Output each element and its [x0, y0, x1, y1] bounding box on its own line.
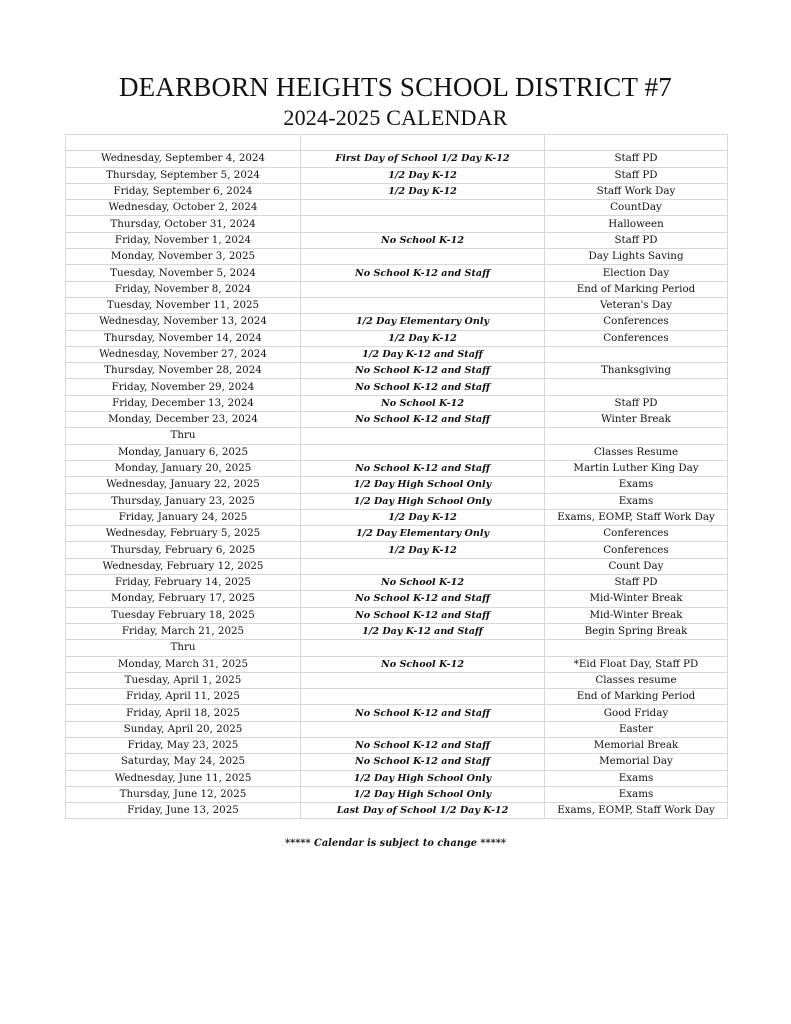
- table-row: [66, 460, 728, 476]
- status-cell: [301, 721, 545, 737]
- table-row: [66, 770, 728, 786]
- event-cell: Mid-Winter Break: [545, 591, 728, 607]
- table-row: [66, 803, 728, 819]
- event-cell: Memorial Break: [545, 737, 728, 753]
- status-cell: 1/2 Day K-12: [301, 183, 545, 199]
- date-cell: Thursday, September 5, 2024: [66, 167, 301, 183]
- status-cell: 1/2 Day High School Only: [301, 493, 545, 509]
- event-cell: Conferences: [545, 314, 728, 330]
- event-cell: Halloween: [545, 216, 728, 232]
- status-cell: 1/2 Day K-12: [301, 167, 545, 183]
- table-row: [66, 656, 728, 672]
- status-cell: No School K-12 and Staff: [301, 737, 545, 753]
- date-cell: Friday, December 13, 2024: [66, 395, 301, 411]
- event-cell: Staff PD: [545, 232, 728, 248]
- table-row: [66, 200, 728, 216]
- event-cell: Staff PD: [545, 395, 728, 411]
- date-cell: Friday, February 14, 2025: [66, 575, 301, 591]
- event-cell: End of Marking Period: [545, 281, 728, 297]
- event-cell: Thanksgiving: [545, 363, 728, 379]
- status-cell: No School K-12 and Staff: [301, 460, 545, 476]
- table-row: [66, 183, 728, 199]
- table-row: [66, 493, 728, 509]
- status-cell: No School K-12 and Staff: [301, 363, 545, 379]
- event-cell: [545, 135, 728, 151]
- date-cell: Wednesday, November 27, 2024: [66, 346, 301, 362]
- date-cell: Thru: [66, 428, 301, 444]
- status-cell: 1/2 Day K-12 and Staff: [301, 623, 545, 639]
- date-cell: Wednesday, February 5, 2025: [66, 526, 301, 542]
- table-row: [66, 591, 728, 607]
- calendar-table: [65, 134, 728, 819]
- event-cell: *Eid Float Day, Staff PD: [545, 656, 728, 672]
- status-cell: 1/2 Day High School Only: [301, 770, 545, 786]
- table-row: [66, 754, 728, 770]
- table-row: [66, 428, 728, 444]
- event-cell: Mid-Winter Break: [545, 607, 728, 623]
- date-cell: Monday, January 20, 2025: [66, 460, 301, 476]
- page-title: DEARBORN HEIGHTS SCHOOL DISTRICT #7: [118, 72, 673, 102]
- table-row: [66, 395, 728, 411]
- date-cell: Tuesday, November 11, 2025: [66, 297, 301, 313]
- date-cell: Monday, December 23, 2024: [66, 412, 301, 428]
- date-cell: Monday, February 17, 2025: [66, 591, 301, 607]
- date-cell: Wednesday, January 22, 2025: [66, 477, 301, 493]
- table-row: [66, 558, 728, 574]
- date-cell: Friday, January 24, 2025: [66, 509, 301, 525]
- table-row: [66, 216, 728, 232]
- table-row: [66, 167, 728, 183]
- date-cell: [66, 135, 301, 151]
- date-cell: Saturday, May 24, 2025: [66, 754, 301, 770]
- status-cell: [301, 200, 545, 216]
- status-cell: No School K-12: [301, 232, 545, 248]
- date-cell: Friday, April 11, 2025: [66, 689, 301, 705]
- status-cell: No School K-12 and Staff: [301, 705, 545, 721]
- date-cell: Wednesday, February 12, 2025: [66, 558, 301, 574]
- event-cell: Exams: [545, 493, 728, 509]
- event-cell: [545, 346, 728, 362]
- event-cell: [545, 640, 728, 656]
- table-row: [66, 346, 728, 362]
- table-row: [66, 509, 728, 525]
- status-cell: [301, 558, 545, 574]
- event-cell: Martin Luther King Day: [545, 460, 728, 476]
- status-cell: [301, 297, 545, 313]
- status-cell: [301, 672, 545, 688]
- event-cell: Good Friday: [545, 705, 728, 721]
- table-row: [66, 281, 728, 297]
- event-cell: Exams, EOMP, Staff Work Day: [545, 509, 728, 525]
- status-cell: No School K-12 and Staff: [301, 754, 545, 770]
- status-cell: 1/2 Day High School Only: [301, 786, 545, 802]
- status-cell: No School K-12: [301, 395, 545, 411]
- status-cell: No School K-12 and Staff: [301, 591, 545, 607]
- date-cell: Thru: [66, 640, 301, 656]
- disclaimer-note: ***** Calendar is subject to change *****: [285, 838, 506, 849]
- date-cell: Friday, November 29, 2024: [66, 379, 301, 395]
- date-cell: Friday, November 1, 2024: [66, 232, 301, 248]
- calendar-body: [66, 135, 728, 819]
- table-row: [66, 607, 728, 623]
- status-cell: [301, 689, 545, 705]
- date-cell: Friday, April 18, 2025: [66, 705, 301, 721]
- status-cell: [301, 135, 545, 151]
- status-cell: [301, 640, 545, 656]
- event-cell: Count Day: [545, 558, 728, 574]
- table-row: [66, 297, 728, 313]
- status-cell: First Day of School 1/2 Day K-12: [301, 151, 545, 167]
- event-cell: Staff PD: [545, 167, 728, 183]
- event-cell: CountDay: [545, 200, 728, 216]
- status-cell: Last Day of School 1/2 Day K-12: [301, 803, 545, 819]
- date-cell: Monday, January 6, 2025: [66, 444, 301, 460]
- status-cell: 1/2 Day K-12 and Staff: [301, 346, 545, 362]
- table-row: [66, 330, 728, 346]
- event-cell: Election Day: [545, 265, 728, 281]
- event-cell: Conferences: [545, 330, 728, 346]
- table-row: [66, 135, 728, 151]
- date-cell: Tuesday, November 5, 2024: [66, 265, 301, 281]
- date-cell: Thursday, February 6, 2025: [66, 542, 301, 558]
- date-cell: Thursday, January 23, 2025: [66, 493, 301, 509]
- table-row: [66, 265, 728, 281]
- status-cell: [301, 216, 545, 232]
- table-row: [66, 151, 728, 167]
- date-cell: Thursday, October 31, 2024: [66, 216, 301, 232]
- table-row: [66, 314, 728, 330]
- table-row: [66, 249, 728, 265]
- event-cell: Exams, EOMP, Staff Work Day: [545, 803, 728, 819]
- date-cell: Tuesday, April 1, 2025: [66, 672, 301, 688]
- status-cell: 1/2 Day Elementary Only: [301, 526, 545, 542]
- table-row: [66, 786, 728, 802]
- table-row: [66, 737, 728, 753]
- date-cell: Wednesday, November 13, 2024: [66, 314, 301, 330]
- event-cell: Staff PD: [545, 575, 728, 591]
- status-cell: No School K-12 and Staff: [301, 412, 545, 428]
- status-cell: [301, 249, 545, 265]
- date-cell: Thursday, November 14, 2024: [66, 330, 301, 346]
- date-cell: Tuesday February 18, 2025: [66, 607, 301, 623]
- event-cell: Easter: [545, 721, 728, 737]
- status-cell: No School K-12 and Staff: [301, 265, 545, 281]
- status-cell: [301, 428, 545, 444]
- date-cell: Wednesday, October 2, 2024: [66, 200, 301, 216]
- status-cell: [301, 281, 545, 297]
- table-row: [66, 640, 728, 656]
- table-row: [66, 379, 728, 395]
- event-cell: Begin Spring Break: [545, 623, 728, 639]
- date-cell: Monday, March 31, 2025: [66, 656, 301, 672]
- event-cell: Day Lights Saving: [545, 249, 728, 265]
- date-cell: Sunday, April 20, 2025: [66, 721, 301, 737]
- event-cell: Conferences: [545, 526, 728, 542]
- table-row: [66, 705, 728, 721]
- date-cell: Wednesday, September 4, 2024: [66, 151, 301, 167]
- event-cell: Veteran's Day: [545, 297, 728, 313]
- status-cell: No School K-12: [301, 656, 545, 672]
- status-cell: 1/2 Day Elementary Only: [301, 314, 545, 330]
- event-cell: Conferences: [545, 542, 728, 558]
- table-row: [66, 412, 728, 428]
- table-row: [66, 526, 728, 542]
- date-cell: Thursday, June 12, 2025: [66, 786, 301, 802]
- status-cell: No School K-12: [301, 575, 545, 591]
- page-subtitle: 2024-2025 CALENDAR: [283, 105, 508, 130]
- status-cell: No School K-12 and Staff: [301, 607, 545, 623]
- status-cell: 1/2 Day K-12: [301, 509, 545, 525]
- event-cell: Exams: [545, 477, 728, 493]
- date-cell: Friday, June 13, 2025: [66, 803, 301, 819]
- event-cell: Exams: [545, 786, 728, 802]
- table-row: [66, 575, 728, 591]
- event-cell: [545, 379, 728, 395]
- table-row: [66, 477, 728, 493]
- date-cell: Friday, May 23, 2025: [66, 737, 301, 753]
- status-cell: 1/2 Day K-12: [301, 542, 545, 558]
- date-cell: Friday, March 21, 2025: [66, 623, 301, 639]
- table-row: [66, 689, 728, 705]
- event-cell: Classes Resume: [545, 444, 728, 460]
- event-cell: Staff PD: [545, 151, 728, 167]
- event-cell: Staff Work Day: [545, 183, 728, 199]
- table-row: [66, 623, 728, 639]
- date-cell: Friday, November 8, 2024: [66, 281, 301, 297]
- event-cell: Winter Break: [545, 412, 728, 428]
- status-cell: No School K-12 and Staff: [301, 379, 545, 395]
- date-cell: Monday, November 3, 2025: [66, 249, 301, 265]
- table-row: [66, 672, 728, 688]
- event-cell: [545, 428, 728, 444]
- table-row: [66, 232, 728, 248]
- date-cell: Thursday, November 28, 2024: [66, 363, 301, 379]
- date-cell: Wednesday, June 11, 2025: [66, 770, 301, 786]
- event-cell: Exams: [545, 770, 728, 786]
- table-row: [66, 721, 728, 737]
- date-cell: Friday, September 6, 2024: [66, 183, 301, 199]
- event-cell: Classes resume: [545, 672, 728, 688]
- table-row: [66, 444, 728, 460]
- status-cell: 1/2 Day K-12: [301, 330, 545, 346]
- table-row: [66, 542, 728, 558]
- status-cell: [301, 444, 545, 460]
- status-cell: 1/2 Day High School Only: [301, 477, 545, 493]
- event-cell: End of Marking Period: [545, 689, 728, 705]
- table-row: [66, 363, 728, 379]
- event-cell: Memorial Day: [545, 754, 728, 770]
